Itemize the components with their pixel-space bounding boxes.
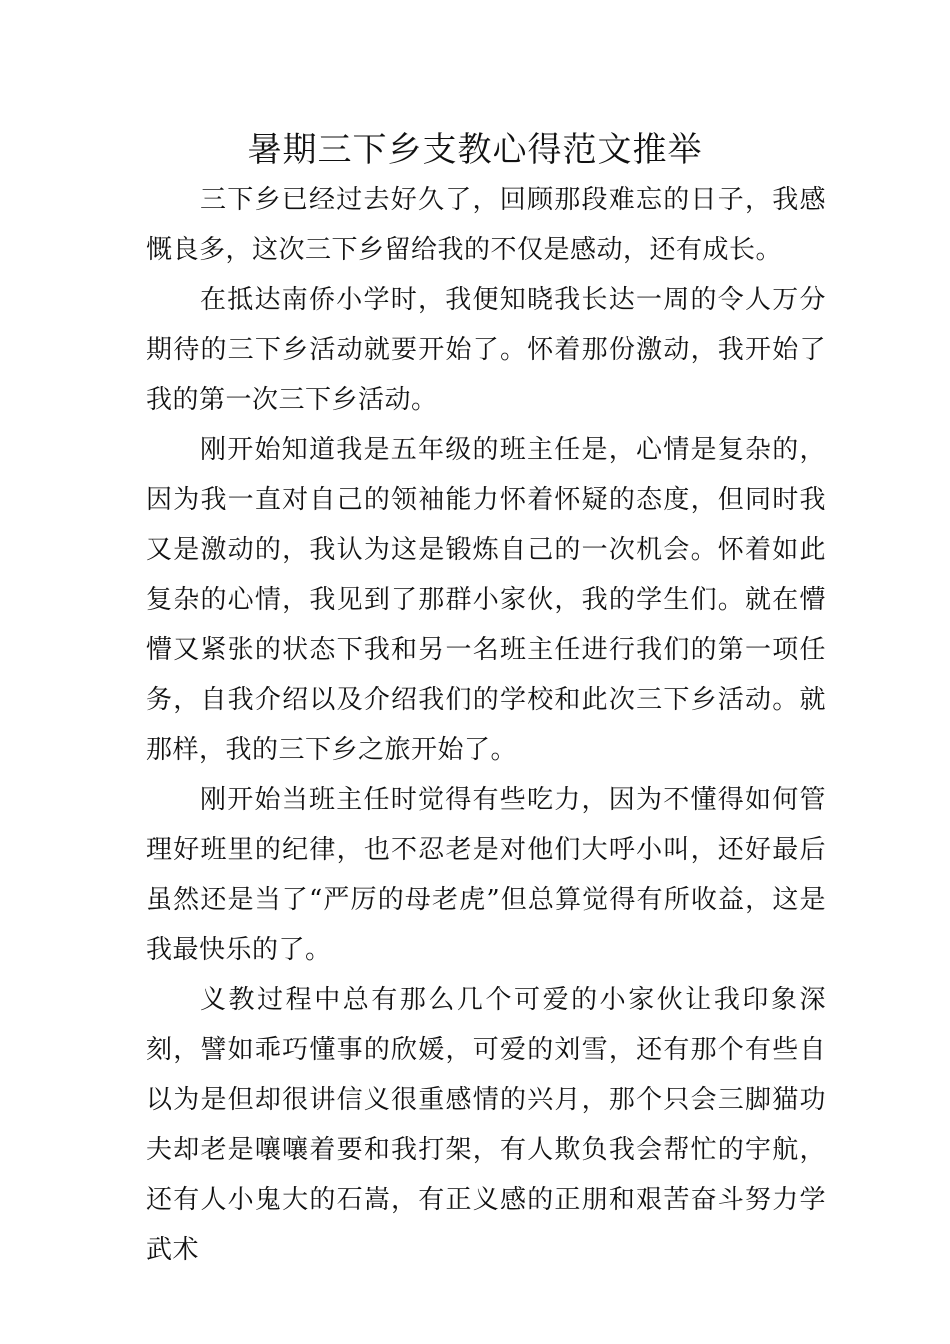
document-title: 暑期三下乡支教心得范文推举 (247, 130, 703, 170)
paragraph: 义教过程中总有那么几个可爱的小家伙让我印象深刻，譬如乖巧懂事的欣媛，可爱的刘雪，还有那个有些自以为是但却很讲信义很重感情的兴月，那个只会三脚猫功夫却老是嚷嚷着要和我打架，有人欺负我会帮忙的宇航，还有人小鬼大的石嵩，有正义感的正朋和艰苦奋斗努力学武术 (146, 985, 826, 1265)
paragraph: 在抵达南侨小学时，我便知晓我长达一周的令人万分期待的三下乡活动就要开始了。怀着那份激动，我开始了我的第一次三下乡活动。 (146, 285, 826, 415)
paragraph: 三下乡已经过去好久了，回顾那段难忘的日子，我感慨良多，这次三下乡留给我的不仅是感动，还有成长。 (146, 185, 826, 265)
document-body (146, 175, 826, 1275)
paragraph: 刚开始当班主任时觉得有些吃力，因为不懂得如何管理好班里的纪律，也不忍老是对他们大呼小叫，还好最后虽然还是当了“严厉的母老虎”但总算觉得有所收益，这是我最快乐的了。 (146, 785, 826, 965)
paragraph: 刚开始知道我是五年级的班主任是，心情是复杂的，因为我一直对自己的领袖能力怀着怀疑的态度，但同时我又是激动的，我认为这是锻炼自己的一次机会。怀着如此复杂的心情，我见到了那群小家伙，我的学生们。就在懵懵又紧张的状态下我和另一名班主任进行我们的第一项任务，自我介绍以及介绍我们的学校和此次三下乡活动。就那样，我的三下乡之旅开始了。 (146, 435, 826, 765)
